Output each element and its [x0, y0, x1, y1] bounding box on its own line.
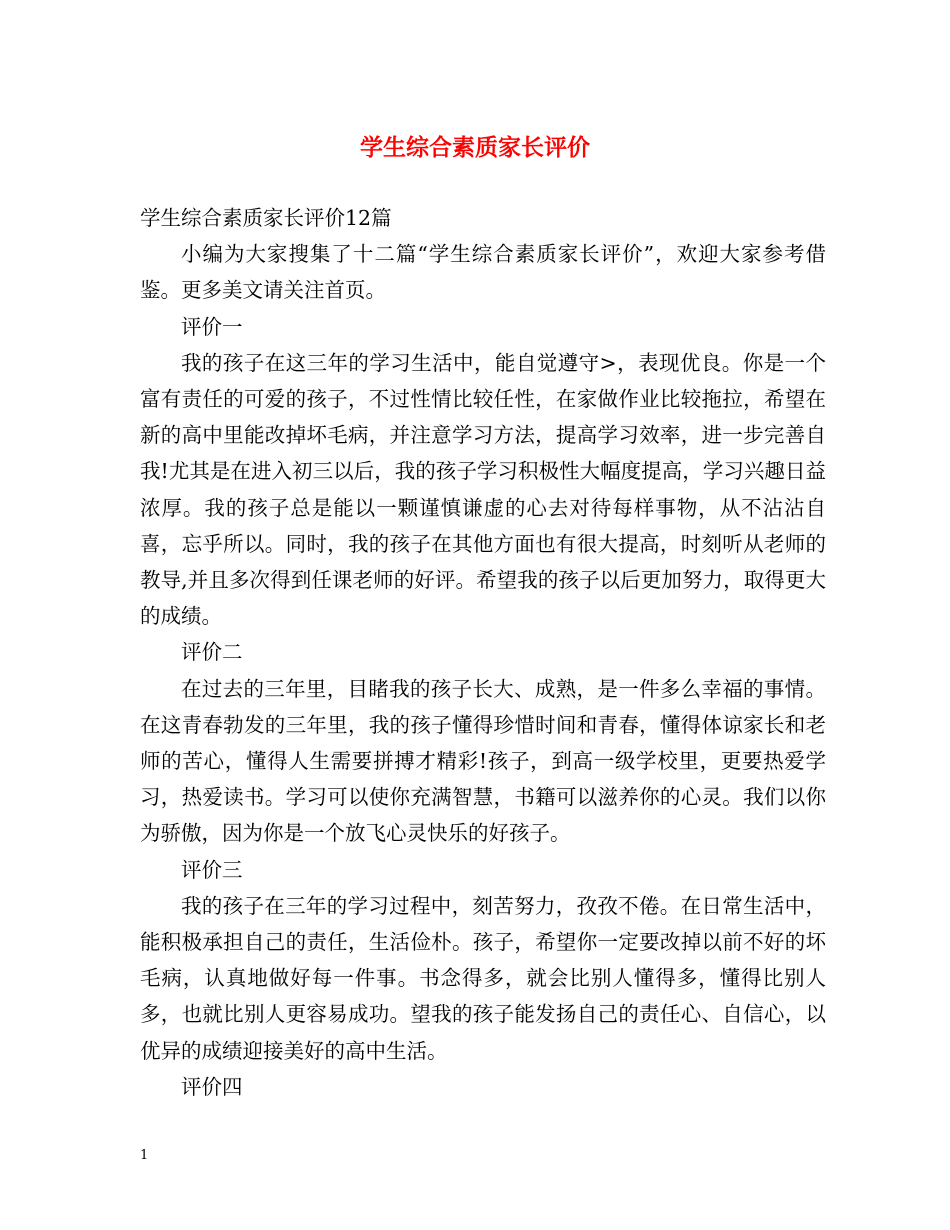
section-heading: 评价四	[181, 1074, 243, 1099]
section-heading: 评价二	[181, 640, 243, 665]
document-title: 学生综合素质家长评价	[360, 134, 590, 161]
section-paragraph: 我的孩子在这三年的学习生活中，能自觉遵守>，表现优良。你是一个富有责任的可爱的孩子，不过性情比较任性，在家做作业比较拖拉，希望在新的高中里能改掉坏毛病，并注意学习方法，提高学习效率，进一步完善自我!尤其是在进入初三以后，我的孩子学习积极性大幅度提高，学习兴趣日益浓厚。我的孩子总是能以一颗谨慎谦虚的心去对待每样事物，从不沾沾自喜，忘乎所以。同时，我的孩子在其他方面也有很大提高，时刻听从老师的教导,并且多次得到任课老师的好评。希望我的孩子以后更加努力，取得更大的成绩。	[140, 350, 826, 629]
section-paragraph: 我的孩子在三年的学习过程中，刻苦努力，孜孜不倦。在日常生活中，能积极承担自己的责任，生活俭朴。孩子，希望你一定要改掉以前不好的坏毛病，认真地做好每一件事。书念得多，就会比别人懂得多，懂得比别人多，也就比别人更容易成功。望我的孩子能发扬自己的责任心、自信心，以优异的成绩迎接美好的高中生活。	[140, 893, 826, 1063]
section-heading: 评价三	[181, 857, 243, 882]
section-paragraph: 在过去的三年里，目睹我的孩子长大、成熟，是一件多么幸福的事情。在这青春勃发的三年里，我的孩子懂得珍惜时间和青春，懂得体谅家长和老师的苦心，懂得人生需要拼搏才精彩!孩子，到高一级学校里，更要热爱学习，热爱读书。学习可以使你充满智慧，书籍可以滋养你的心灵。我们以你为骄傲，因为你是一个放飞心灵快乐的好孩子。	[140, 676, 826, 846]
document-body	[140, 200, 826, 1105]
section-heading: 评价一	[181, 314, 243, 339]
page-number: 1	[140, 1148, 149, 1163]
intro-paragraph: 小编为大家搜集了十二篇“学生综合素质家长评价”，欢迎大家参考借鉴。更多美文请关注首页。	[140, 242, 826, 303]
document-subtitle: 学生综合素质家长评价12篇	[140, 206, 392, 230]
